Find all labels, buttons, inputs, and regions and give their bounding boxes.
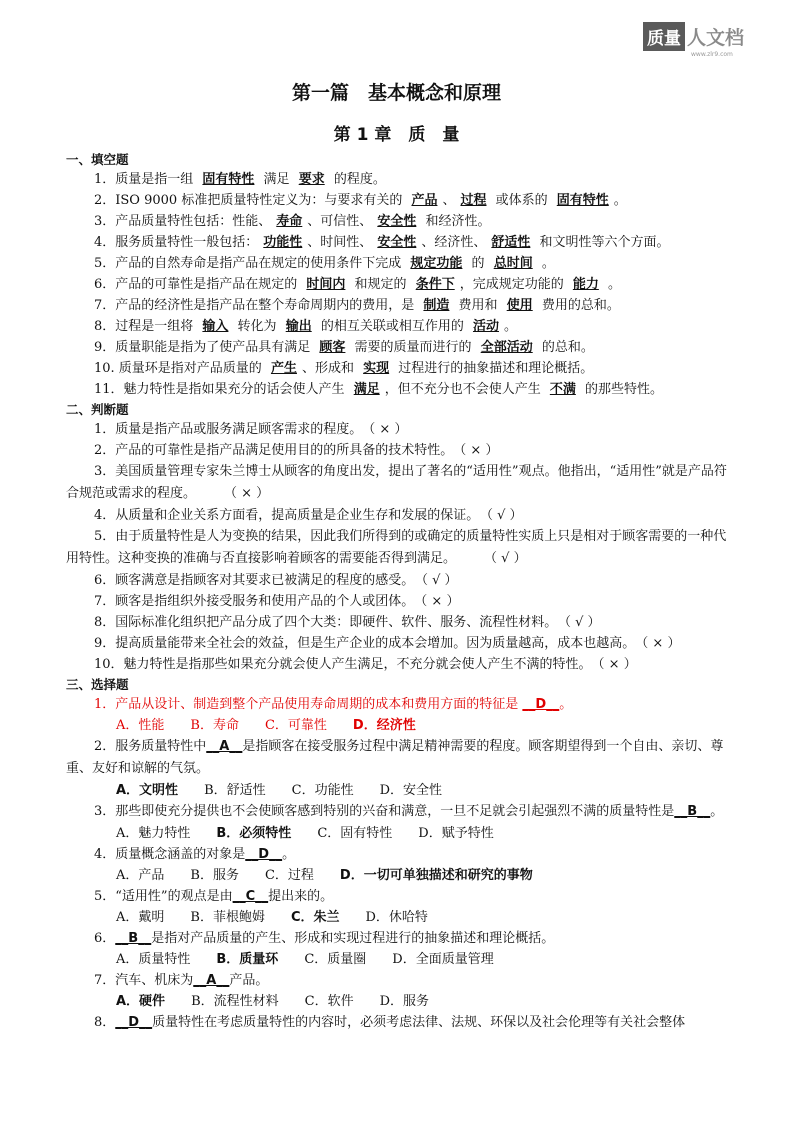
choice-options	[66, 715, 730, 736]
text-run: 产品。	[229, 973, 269, 988]
text-run: 11．魅力特性是指如果充分的话会使人产生	[94, 382, 349, 397]
choice-option: C．质量圈	[304, 952, 367, 967]
choice-option: C．朱兰	[290, 910, 340, 925]
choice-option: C．过程	[264, 868, 314, 883]
text-run: 5．产品的自然寿命是指产品在规定的使用条件下完成	[94, 256, 406, 271]
part-title: 第一篇 基本概念和原理	[291, 82, 501, 104]
choice-option: A．质量特性	[116, 952, 191, 967]
text-run: 10. 质量环是指对产品质量的	[94, 361, 266, 376]
choice-question	[66, 970, 730, 991]
judge-question	[66, 633, 730, 654]
choice-options	[66, 780, 730, 801]
answer-blank: __A__	[193, 973, 230, 988]
brand-logo	[643, 22, 783, 64]
answer-blank: __B__	[115, 931, 152, 946]
logo-wordmark: 人文档	[687, 27, 745, 49]
fill-question	[66, 232, 730, 253]
fill-in-list	[66, 169, 730, 400]
text-run: 和文明性等六个方面。	[535, 235, 670, 250]
question-text: 6．顾客满意是指顾客对其要求已被满足的程度的感受。	[94, 573, 415, 588]
text-run: 过程进行的抽象描述和理论概括。	[394, 361, 594, 376]
answer-blank: 功能性	[263, 235, 303, 250]
answer-mark: （ √ ）	[484, 551, 527, 566]
answer-blank: 满足	[353, 382, 380, 397]
choice-option: B．流程性材料	[191, 994, 279, 1009]
fill-question	[66, 295, 730, 316]
choice-option: C．可靠性	[264, 718, 327, 733]
text-run: 和经济性。	[421, 214, 491, 229]
answer-blank: 活动	[472, 319, 499, 334]
choice-option: C．固有特性	[317, 826, 393, 841]
judge-question	[66, 526, 730, 570]
answer-blank: 使用	[506, 298, 533, 313]
text-run: 、形成和	[301, 361, 359, 376]
text-run: 7．产品的经济性是指产品在整个寿命周期内的费用，是	[94, 298, 419, 313]
question-text: 4．从质量和企业关系方面看，提高质量是企业生存和发展的保证。	[94, 508, 480, 523]
judge-question	[66, 570, 730, 591]
text-run: 的程度。	[329, 172, 386, 187]
text-run: 满足	[259, 172, 294, 187]
text-run: 2．ISO 9000 标准把质量特性定义为：与要求有关的	[94, 193, 407, 208]
choice-option: B．必须特性	[216, 826, 292, 841]
choice-question	[66, 1012, 730, 1033]
text-run: 、可信性、	[307, 214, 373, 229]
text-run: 3．产品质量特性包括：性能、	[94, 214, 272, 229]
text-run: 。	[710, 804, 724, 819]
answer-mark: （ √ ）	[558, 615, 601, 630]
question-text: 5．由于质量特性是人为变换的结果，因此我们所得到的或确定的质量特性实质上只是相对于顾客需要的一种代用特性。这种变换的准确与否直接影响着顾客的需要能否得到满足。	[66, 529, 727, 566]
judge-question	[66, 419, 730, 440]
fill-question	[66, 358, 730, 379]
answer-mark: （ √ ）	[480, 508, 523, 523]
answer-blank: 制造	[423, 298, 450, 313]
answer-blank: 要求	[298, 172, 325, 187]
answer-blank: __D__	[245, 847, 283, 862]
answer-blank: __C__	[232, 889, 269, 904]
text-run: 。	[537, 256, 555, 271]
text-run: 。	[613, 193, 627, 208]
answer-blank: 条件下	[415, 277, 455, 292]
text-run: 的相互关联或相互作用的	[316, 319, 468, 334]
text-run: 。	[503, 319, 517, 334]
answer-mark: （ × ）	[453, 443, 499, 458]
answer-blank: 不满	[549, 382, 576, 397]
text-run: 、时间性、	[307, 235, 373, 250]
judge-question	[66, 461, 730, 505]
answer-blank: 过程	[460, 193, 487, 208]
section-heading-fill: 一、填空题	[66, 152, 129, 167]
choice-option: A．产品	[116, 868, 165, 883]
text-run: 。	[559, 697, 573, 712]
choice-option: D．一切可单独描述和研究的事物	[339, 868, 533, 883]
fill-question	[66, 337, 730, 358]
judge-question	[66, 612, 730, 633]
choice-options	[66, 949, 730, 970]
text-run: 的那些特性。	[580, 382, 663, 397]
chapter-title: 第 1 章 质 量	[333, 125, 460, 145]
choice-option: D．服务	[379, 994, 430, 1009]
answer-blank: 输出	[285, 319, 312, 334]
answer-blank: __B__	[674, 804, 711, 819]
choice-question	[66, 928, 730, 949]
choice-option: A．戴明	[116, 910, 165, 925]
question-text: 9．提高质量能带来全社会的效益，但是生产企业的成本会增加。因为质量越高，成本也越高。	[94, 636, 636, 651]
choice-option: C．软件	[304, 994, 354, 1009]
text-run: 4．服务质量特性一般包括：	[94, 235, 259, 250]
text-run: 、经济性、	[421, 235, 487, 250]
text-run: 费用的总和。	[537, 298, 620, 313]
multiple-choice-list	[66, 694, 730, 1033]
document-body	[66, 150, 730, 1033]
judge-question	[66, 440, 730, 461]
text-run: 是指顾客在接受服务过程中满足精神需要的程度。顾客期望得到一个自由、亲切、尊重、友好和谅解的气氛。	[66, 739, 724, 776]
answer-blank: 顾客	[319, 340, 346, 355]
judge-question	[66, 591, 730, 612]
answer-blank: 规定功能	[410, 256, 463, 271]
choice-question	[66, 694, 730, 715]
choice-question	[66, 844, 730, 865]
choice-option: C．功能性	[291, 783, 354, 798]
fill-question	[66, 190, 730, 211]
choice-option: A．文明性	[116, 783, 179, 798]
question-text: 8．国际标准化组织把产品分成了四个大类：即硬件、软件、服务、流程性材料。	[94, 615, 558, 630]
choice-options	[66, 907, 730, 928]
text-run: 、	[442, 193, 456, 208]
answer-mark: （ × ）	[414, 594, 460, 609]
text-run: 。	[603, 277, 621, 292]
choice-option: B．服务	[190, 868, 239, 883]
text-run: 9．质量职能是指为了使产品具有满足	[94, 340, 315, 355]
text-run: 1．质量是指一组	[94, 172, 198, 187]
answer-mark: （ × ）	[362, 422, 408, 437]
choice-option: D．休哈特	[365, 910, 428, 925]
answer-blank: __D__	[115, 1015, 153, 1030]
text-run: 2．服务质量特性中	[94, 739, 207, 754]
answer-blank: 实现	[363, 361, 390, 376]
answer-blank: 固有特性	[202, 172, 255, 187]
fill-question	[66, 253, 730, 274]
choice-option: B．菲根鲍姆	[190, 910, 265, 925]
text-run: 的	[467, 256, 489, 271]
fill-question	[66, 316, 730, 337]
answer-blank: 舒适性	[491, 235, 531, 250]
answer-mark: （ × ）	[224, 486, 270, 501]
judge-question	[66, 654, 730, 675]
true-false-list	[66, 419, 730, 675]
text-run: ，完成规定功能的	[459, 277, 568, 292]
text-run: 4．质量概念涵盖的对象是	[94, 847, 246, 862]
fill-question	[66, 211, 730, 232]
answer-blank: 安全性	[377, 214, 417, 229]
choice-option: A．硬件	[116, 994, 166, 1009]
answer-blank: 能力	[572, 277, 599, 292]
fill-question	[66, 274, 730, 295]
answer-blank: 安全性	[377, 235, 417, 250]
text-run: 7．汽车、机床为	[94, 973, 194, 988]
question-text: 7．顾客是指组织外接受服务和使用产品的个人或团体。	[94, 594, 415, 609]
answer-blank: 时间内	[306, 277, 346, 292]
text-run: 6．产品的可靠性是指产品在规定的	[94, 277, 302, 292]
question-text: 3．美国质量管理专家朱兰博士从顾客的角度出发，提出了著名的“适用性”观点。他指出，“适用性”就是产品符合规范或需求的程度。	[66, 464, 727, 501]
text-run: ，但不充分也不会使人产生	[384, 382, 545, 397]
answer-blank: 产品	[411, 193, 438, 208]
text-run: 需要的质量而进行的	[350, 340, 476, 355]
choice-option: A．性能	[116, 718, 165, 733]
text-run: 。	[282, 847, 296, 862]
question-text: 1．质量是指产品或服务满足顾客需求的程度。	[94, 422, 363, 437]
answer-blank: 全部活动	[480, 340, 533, 355]
choice-option: B．质量环	[216, 952, 279, 967]
choice-option: D．安全性	[379, 783, 443, 798]
answer-blank: 寿命	[276, 214, 303, 229]
choice-option: D．赋予特性	[418, 826, 494, 841]
logo-url: www.zlr9.com	[691, 51, 733, 58]
question-text: 2．产品的可靠性是指产品满足使用目的的所具备的技术特性。	[94, 443, 454, 458]
judge-question	[66, 505, 730, 526]
text-run: 6．	[94, 931, 116, 946]
text-run: 或体系的	[491, 193, 552, 208]
choice-options	[66, 991, 730, 1012]
answer-blank: 输入	[202, 319, 229, 334]
text-run: 是指对产品质量的产生、形成和实现过程进行的抽象描述和理论概括。	[151, 931, 555, 946]
text-run: 费用和	[454, 298, 502, 313]
choice-option: B．舒适性	[204, 783, 266, 798]
text-run: 8．	[94, 1015, 116, 1030]
logo-mark: 质量	[643, 22, 685, 51]
answer-blank: 产生	[270, 361, 297, 376]
fill-question	[66, 169, 730, 190]
choice-question	[66, 886, 730, 907]
choice-question	[66, 801, 730, 823]
choice-question	[66, 736, 730, 780]
answer-blank: __D__	[522, 697, 560, 712]
fill-question	[66, 379, 730, 400]
text-run: 8．过程是一组将	[94, 319, 198, 334]
section-heading-choice: 三、选择题	[66, 677, 129, 692]
choice-option: D．经济性	[352, 718, 416, 733]
text-run: 5．“适用性”的观点是由	[94, 889, 233, 904]
answer-blank: 固有特性	[556, 193, 609, 208]
answer-mark: （ √ ）	[415, 573, 458, 588]
question-text: 10．魅力特性是指那些如果充分就会使人产生满足，不充分就会使人产生不满的特性。	[94, 657, 592, 672]
text-run: 的总和。	[537, 340, 594, 355]
answer-mark: （ × ）	[635, 636, 681, 651]
text-run: 1．产品从设计、制造到整个产品使用寿命周期的成本和费用方面的特征是	[94, 697, 523, 712]
text-run: 转化为	[233, 319, 281, 334]
choice-option: A．魅力特性	[116, 826, 191, 841]
text-run: 和规定的	[350, 277, 411, 292]
text-run: 质量特性在考虑质量特性的内容时，必须考虑法律、法规、环保以及社会伦理等有关社会整体	[152, 1015, 686, 1030]
choice-option: D．全面质量管理	[392, 952, 494, 967]
choice-option: B．寿命	[190, 718, 239, 733]
answer-blank: __A__	[206, 739, 243, 754]
answer-mark: （ × ）	[591, 657, 637, 672]
answer-blank: 总时间	[493, 256, 533, 271]
choice-options	[66, 823, 730, 844]
choice-options	[66, 865, 730, 886]
section-heading-judge: 二、判断题	[66, 402, 129, 417]
text-run: 3．那些即使充分提供也不会使顾客感到特别的兴奋和满意，一旦不足就会引起强烈不满的质量特性是	[94, 804, 675, 819]
text-run: 提出来的。	[268, 889, 334, 904]
